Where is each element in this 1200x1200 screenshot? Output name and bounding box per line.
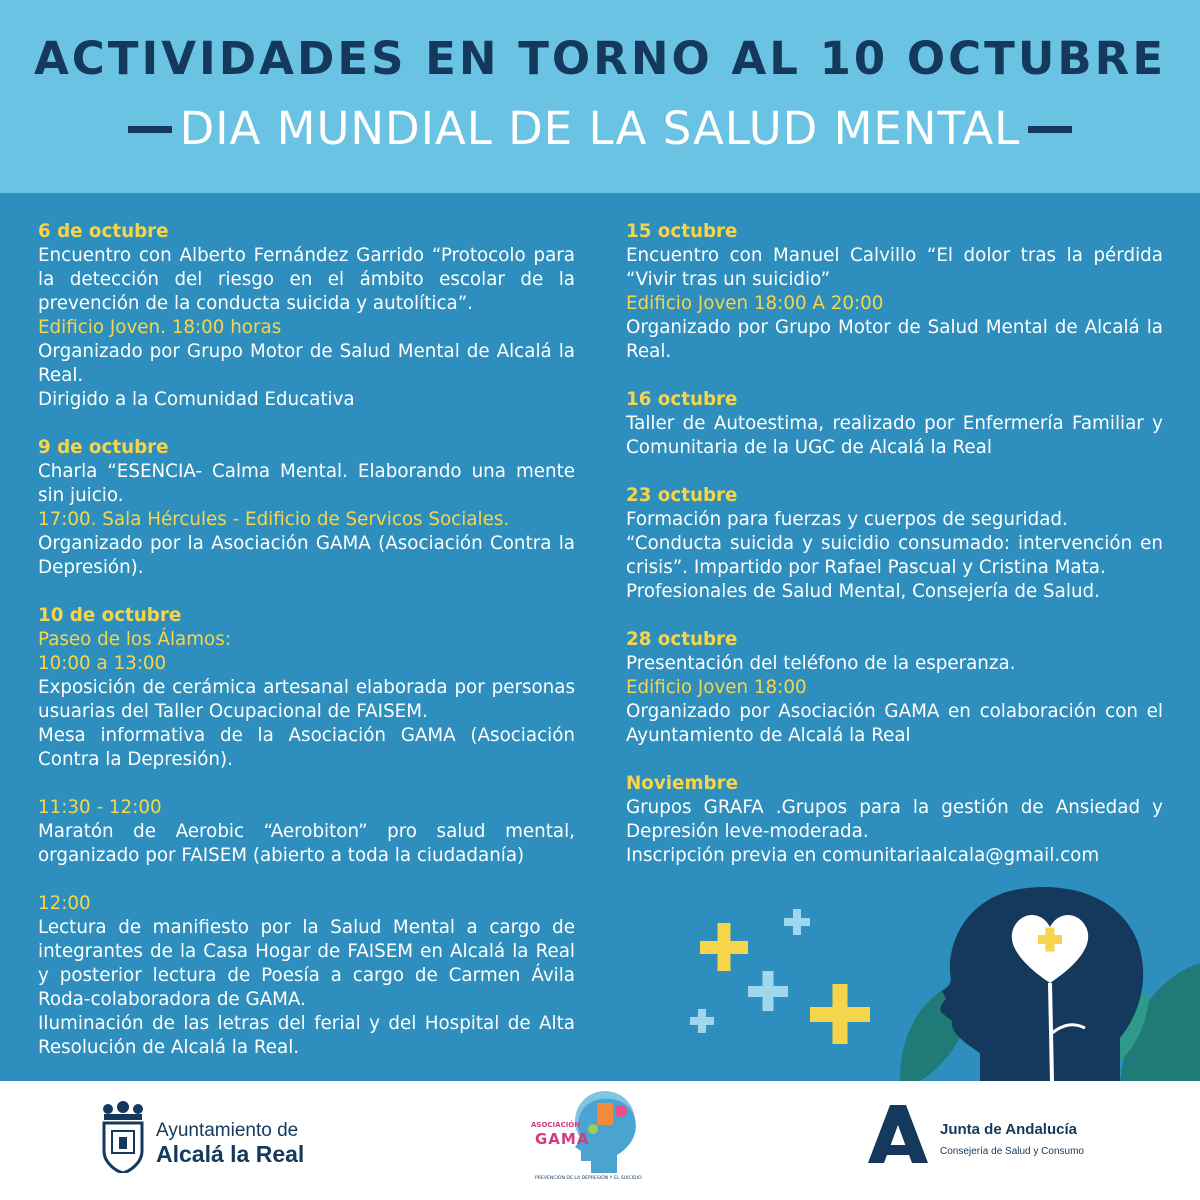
event-date: 28 octubre [626,629,738,650]
event-oct6 [38,220,575,412]
event-oct15 [626,220,1163,364]
event-description: Maratón de Aerobic “Aerobiton” pro salud mental, organizado por FAISEM (abierto a toda la ciudadanía) [38,821,575,866]
event-description: Lectura de manifiesto por la Salud Mental a cargo de integrantes de la Casa Hogar de FAISEM en Alcalá la Real y posterior lectura de Poesía a cargo de Carmen Ávila Roda-colaboradora de GAMA. [38,917,575,1010]
coat-of-arms-icon [100,1101,146,1173]
event-time: 10:00 a 13:00 [38,653,167,674]
junta-name: Junta de Andalucía [940,1121,1077,1138]
event-description: Taller de Autoestima, realizado por Enfermería Familiar y Comunitaria de la UGC de Alcalá la Real [626,413,1163,458]
event-date: 16 octubre [626,389,738,410]
subtitle-text: DIA MUNDIAL DE LA SALUD MENTAL [179,102,1021,155]
event-date: 10 de octubre [38,605,182,626]
event-oct28 [626,628,1163,748]
event-venue: Edificio Joven 18:00 A 20:00 [626,293,884,314]
event-place: Paseo de los Álamos: [38,629,231,650]
ayuntamiento-line2: Alcalá la Real [156,1141,305,1167]
event-description: Charla “ESENCIA- Calma Mental. Elaborando una mente sin juicio. [38,461,575,506]
event-description: Exposición de cerámica artesanal elaborada por personas usuarias del Taller Ocupacional de FAISEM. [38,677,575,722]
event-venue: Edificio Joven. 18:00 horas [38,317,282,338]
plus-icon [690,1009,714,1033]
junta-dept: Consejería de Salud y Consumo [940,1146,1084,1157]
right-column [626,220,1163,892]
event-venue: 17:00. Sala Hércules - Edificio de Servicos Sociales. [38,509,510,530]
event-date: 15 octubre [626,221,738,242]
event-time: 12:00 [38,893,91,914]
junta-logo-icon [868,1105,928,1163]
event-oct16 [626,388,1163,460]
gama-tagline: PREVENCIÓN DE LA DEPRESIÓN Y EL SUICIDIO [535,1176,642,1181]
event-description: Grupos GRAFA .Grupos para la gestión de Ansiedad y Depresión leve-moderada. [626,797,1163,842]
event-organizer: Organizado por Grupo Motor de Salud Mental de Alcalá la Real. [38,341,575,386]
ayuntamiento-line1: Ayuntamiento de [156,1120,299,1141]
event-description: “Conducta suicida y suicidio consumado: intervención en crisis”. Impartido por Rafael Pascual y Cristina Mata. [626,533,1163,578]
event-oct23 [626,484,1163,604]
event-contact: Inscripción previa en comunitariaalcala@gmail.com [626,845,1100,866]
event-description: Mesa informativa de la Asociación GAMA (Asociación Contra la Depresión). [38,725,575,770]
left-column [38,220,575,1084]
event-description: Profesionales de Salud Mental, Consejería de Salud. [626,581,1100,602]
event-description: Iluminación de las letras del ferial y del Hospital de Alta Resolución de Alcalá la Real. [38,1013,575,1058]
head-silhouette-icon [940,887,1143,1081]
dash-left [128,126,172,133]
event-audience: Dirigido a la Comunidad Educativa [38,389,355,410]
event-description: Presentación del teléfono de la esperanza. [626,653,1016,674]
page-subtitle [0,102,1200,155]
event-time: 11:30 - 12:00 [38,797,162,818]
footer-logos [0,1081,1200,1200]
event-description: Encuentro con Manuel Calvillo “El dolor tras la pérdida “Vivir tras un suicidio” [626,245,1163,290]
event-organizer: Organizado por la Asociación GAMA (Asociación Contra la Depresión). [38,533,575,578]
gama-label-small: ASOCIACIÓN [531,1121,581,1129]
event-organizer: Organizado por Grupo Motor de Salud Mental de Alcalá la Real. [626,317,1163,362]
event-date: 6 de octubre [38,221,169,242]
event-description: Formación para fuerzas y cuerpos de seguridad. [626,509,1068,530]
event-november [626,772,1163,868]
plus-icon [700,923,748,971]
dash-right [1028,126,1072,133]
event-organizer: Organizado por Asociación GAMA en colaboración con el Ayuntamiento de Alcalá la Real [626,701,1163,746]
header-banner [0,0,1200,193]
event-venue: Edificio Joven 18:00 [626,677,807,698]
event-date: 9 de octubre [38,437,169,458]
event-date: Noviembre [626,773,738,794]
event-oct9 [38,436,575,580]
mental-health-illustration [680,883,1200,1081]
events-panel [0,193,1200,1081]
plus-icon [748,971,788,1011]
gama-label: GAMA [535,1130,590,1148]
plus-icon [810,984,870,1044]
event-date: 23 octubre [626,485,738,506]
page-title: ACTIVIDADES EN TORNO AL 10 OCTUBRE [33,32,1167,85]
event-description: Encuentro con Alberto Fernández Garrido “Protocolo para la detección del riesgo en el ámbito escolar de la prevención de la conducta suicida y autolítica”. [38,245,575,314]
event-oct10 [38,604,575,1060]
plus-icon [784,909,810,935]
